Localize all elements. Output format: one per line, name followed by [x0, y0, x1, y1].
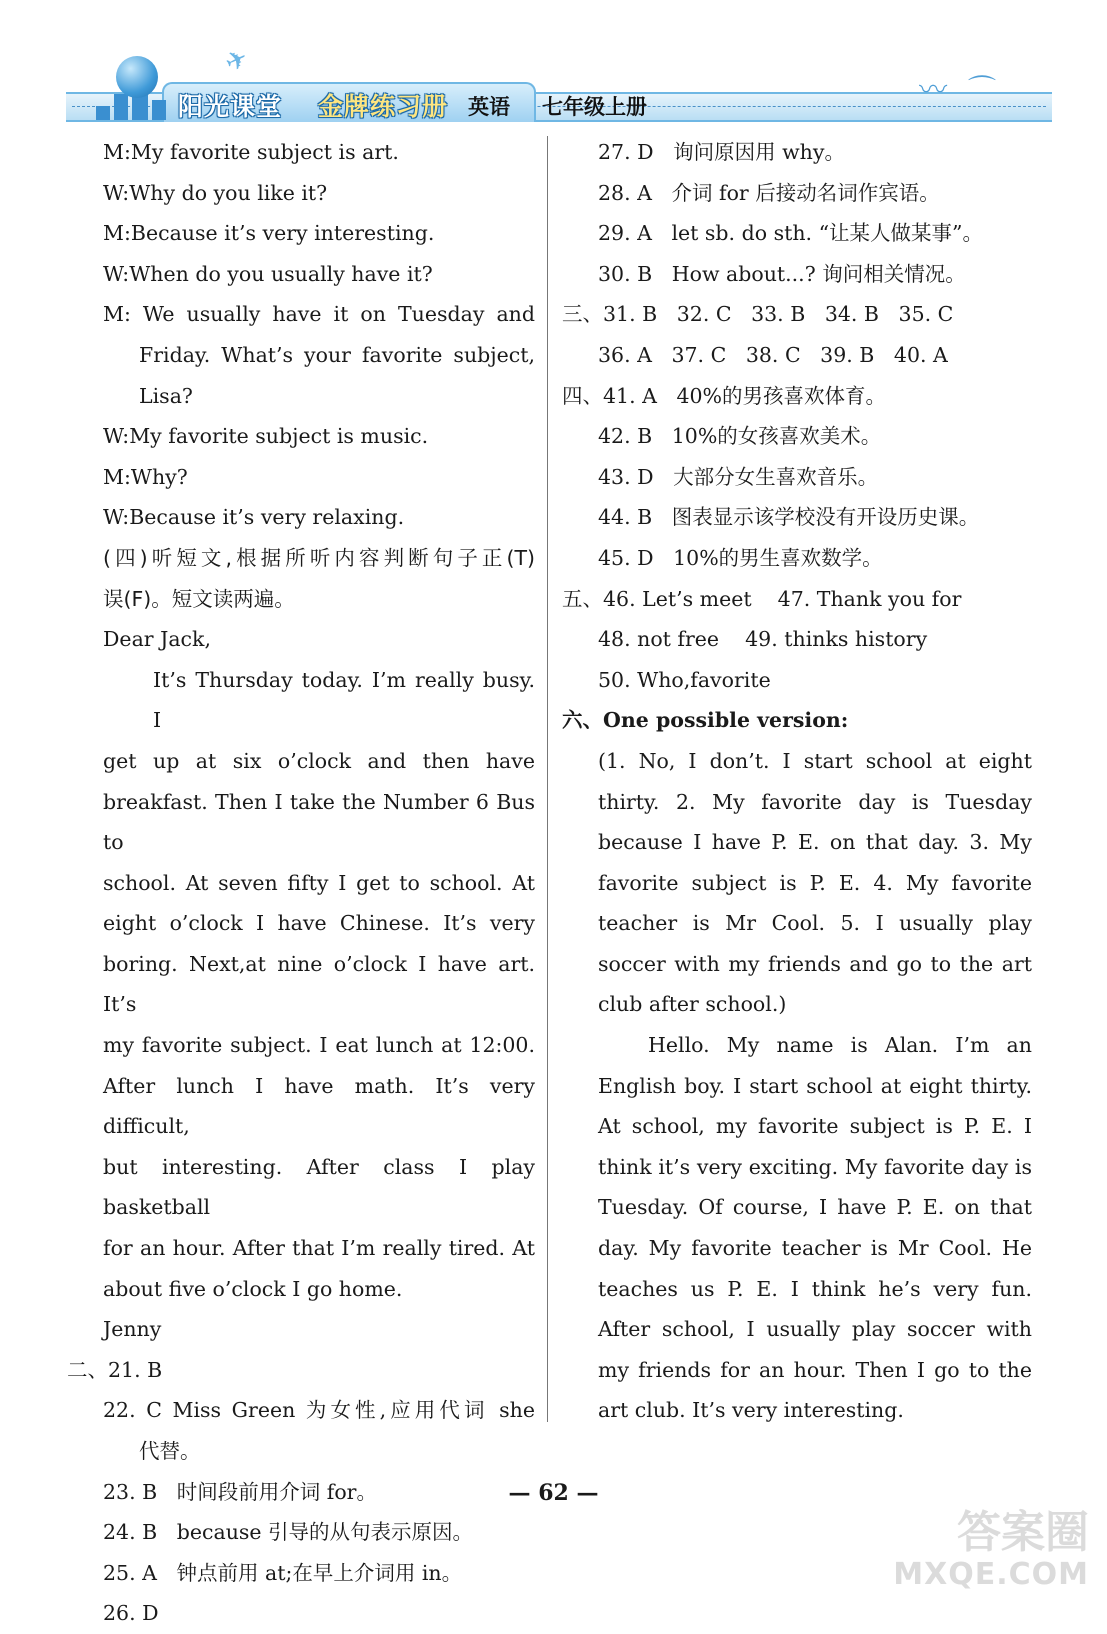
text-line: 42. B 10%的女孩喜欢美术。: [598, 424, 882, 449]
text-line: 23. B 时间段前用介词 for。: [103, 1479, 377, 1504]
text-line: soccer with my friends and go to the art: [598, 951, 1032, 976]
text-line: 24. B because 引导的从句表示原因。: [103, 1520, 474, 1545]
text-line: It’s Thursday today. I’m really busy. I: [153, 667, 535, 733]
text-line: boring. Next,at nine o’clock I have art. It’s: [103, 951, 535, 1017]
text-line: think it’s very exciting. My favorite day is: [598, 1154, 1032, 1179]
text-line: for an hour. After that I’m really tired. At: [103, 1236, 535, 1261]
text-line: 43. D 大部分女生喜欢音乐。: [598, 464, 879, 489]
text-line: W:Because it’s very relaxing.: [103, 505, 405, 530]
grade-label: 七年级上册: [542, 95, 647, 119]
text-line: (四)听短文,根据所听内容判断句子正(T): [103, 545, 535, 570]
text-line: club after school.): [598, 992, 787, 1017]
text-line: Jenny: [103, 1317, 162, 1342]
text-line: 六、One possible version:: [562, 708, 849, 733]
text-line: 28. A 介词 for 后接动名词作宾语。: [598, 180, 940, 205]
text-line: M:Why?: [103, 464, 188, 489]
text-line: teacher is Mr Cool. 5. I usually play: [598, 911, 1032, 936]
text-line: school. At seven fifty I get to school. At: [103, 870, 535, 895]
text-line: M:My favorite subject is art.: [103, 140, 399, 164]
right-column: [562, 132, 1032, 1431]
text-line: 50. Who,favorite: [598, 667, 771, 692]
watermark-logo: [865, 1496, 1095, 1592]
text-line: Lisa?: [139, 383, 193, 408]
text-line: M: We usually have it on Tuesday and: [103, 302, 535, 327]
text-line: 45. D 10%的男生喜欢数学。: [598, 545, 883, 570]
text-line: eight o’clock I have Chinese. It’s very: [103, 911, 535, 936]
text-line: At school, my favorite subject is P. E. I: [598, 1114, 1032, 1139]
left-column: [67, 132, 535, 1634]
page-number: — 62 —: [508, 1480, 599, 1506]
birds-icon: 〰 ⌒: [919, 73, 1002, 106]
text-line: After school, I usually play soccer with: [598, 1317, 1032, 1342]
text-line: breakfast. Then I take the Number 6 Bus to: [103, 789, 535, 855]
text-line: After lunch I have math. It’s very difficult,: [103, 1073, 535, 1139]
text-line: 四、41. A 40%的男孩喜欢体育。: [562, 383, 887, 408]
text-line: 五、46. Let’s meet 47. Thank you for: [562, 586, 962, 611]
text-line: 27. D 询问原因用 why。: [598, 140, 845, 164]
text-line: Tuesday. Of course, I have P. E. on that: [598, 1195, 1032, 1220]
text-line: my favorite subject. I eat lunch at 12:00.: [103, 1033, 535, 1058]
text-line: English boy. I start school at eight thirty.: [598, 1073, 1032, 1098]
text-line: 26. D: [103, 1601, 159, 1626]
text-line: 29. A let sb. do sth. “让某人做某事”。: [598, 221, 984, 246]
text-line: Hello. My name is Alan. I’m an: [648, 1033, 1032, 1058]
text-line: favorite subject is P. E. 4. My favorite: [598, 870, 1032, 895]
text-line: about five o’clock I go home.: [103, 1276, 403, 1301]
text-line: 22. C Miss Green 为女性,应用代词 she: [103, 1398, 535, 1423]
paper-plane-icon: ✈: [220, 42, 254, 80]
text-line: 误(F)。短文读两遍。: [103, 586, 295, 611]
watermark-top-text: 答案圈: [957, 1507, 1089, 1558]
text-line: but interesting. After class I play basketball: [103, 1154, 535, 1220]
subject-label: 英语: [468, 95, 510, 119]
text-line: my friends for an hour. Then I go to the: [598, 1357, 1032, 1382]
watermark-bottom-text: MXQE.COM: [893, 1557, 1089, 1592]
text-line: thirty. 2. My favorite day is Tuesday: [598, 789, 1032, 814]
text-line: day. My favorite teacher is Mr Cool. He: [598, 1236, 1032, 1261]
text-line: teaches us P. E. I think he’s very fun.: [598, 1276, 1032, 1301]
text-line: 48. not free 49. thinks history: [598, 627, 928, 652]
brand-title: 阳光课堂: [178, 92, 283, 121]
text-line: (1. No, I don’t. I start school at eight: [598, 748, 1032, 773]
text-line: W:When do you usually have it?: [103, 261, 433, 286]
text-line: W:Why do you like it?: [103, 180, 328, 205]
text-line: W:My favorite subject is music.: [103, 424, 429, 449]
page-header: [66, 42, 1052, 134]
column-divider: [547, 136, 548, 1422]
text-line: 三、31. B 32. C 33. B 34. B 35. C: [562, 302, 954, 327]
text-line: 36. A 37. C 38. C 39. B 40. A: [598, 342, 948, 367]
text-line: 30. B How about...? 询问相关情况。: [598, 261, 966, 286]
text-line: Friday. What’s your favorite subject,: [139, 342, 535, 367]
text-line: 44. B 图表显示该学校没有开设历史课。: [598, 505, 980, 530]
text-line: 代替。: [139, 1439, 201, 1463]
text-line: Dear Jack,: [103, 627, 211, 652]
text-line: M:Because it’s very interesting.: [103, 221, 435, 246]
globe-icon: [116, 56, 158, 98]
brand-subtitle: 金牌练习册: [318, 92, 449, 121]
text-line: get up at six o’clock and then have: [103, 748, 535, 773]
text-line: art club. It’s very interesting.: [598, 1398, 904, 1423]
text-line: because I have P. E. on that day. 3. My: [598, 830, 1032, 855]
text-line: 二、21. B: [67, 1357, 163, 1382]
text-line: 25. A 钟点前用 at;在早上介词用 in。: [103, 1560, 463, 1585]
